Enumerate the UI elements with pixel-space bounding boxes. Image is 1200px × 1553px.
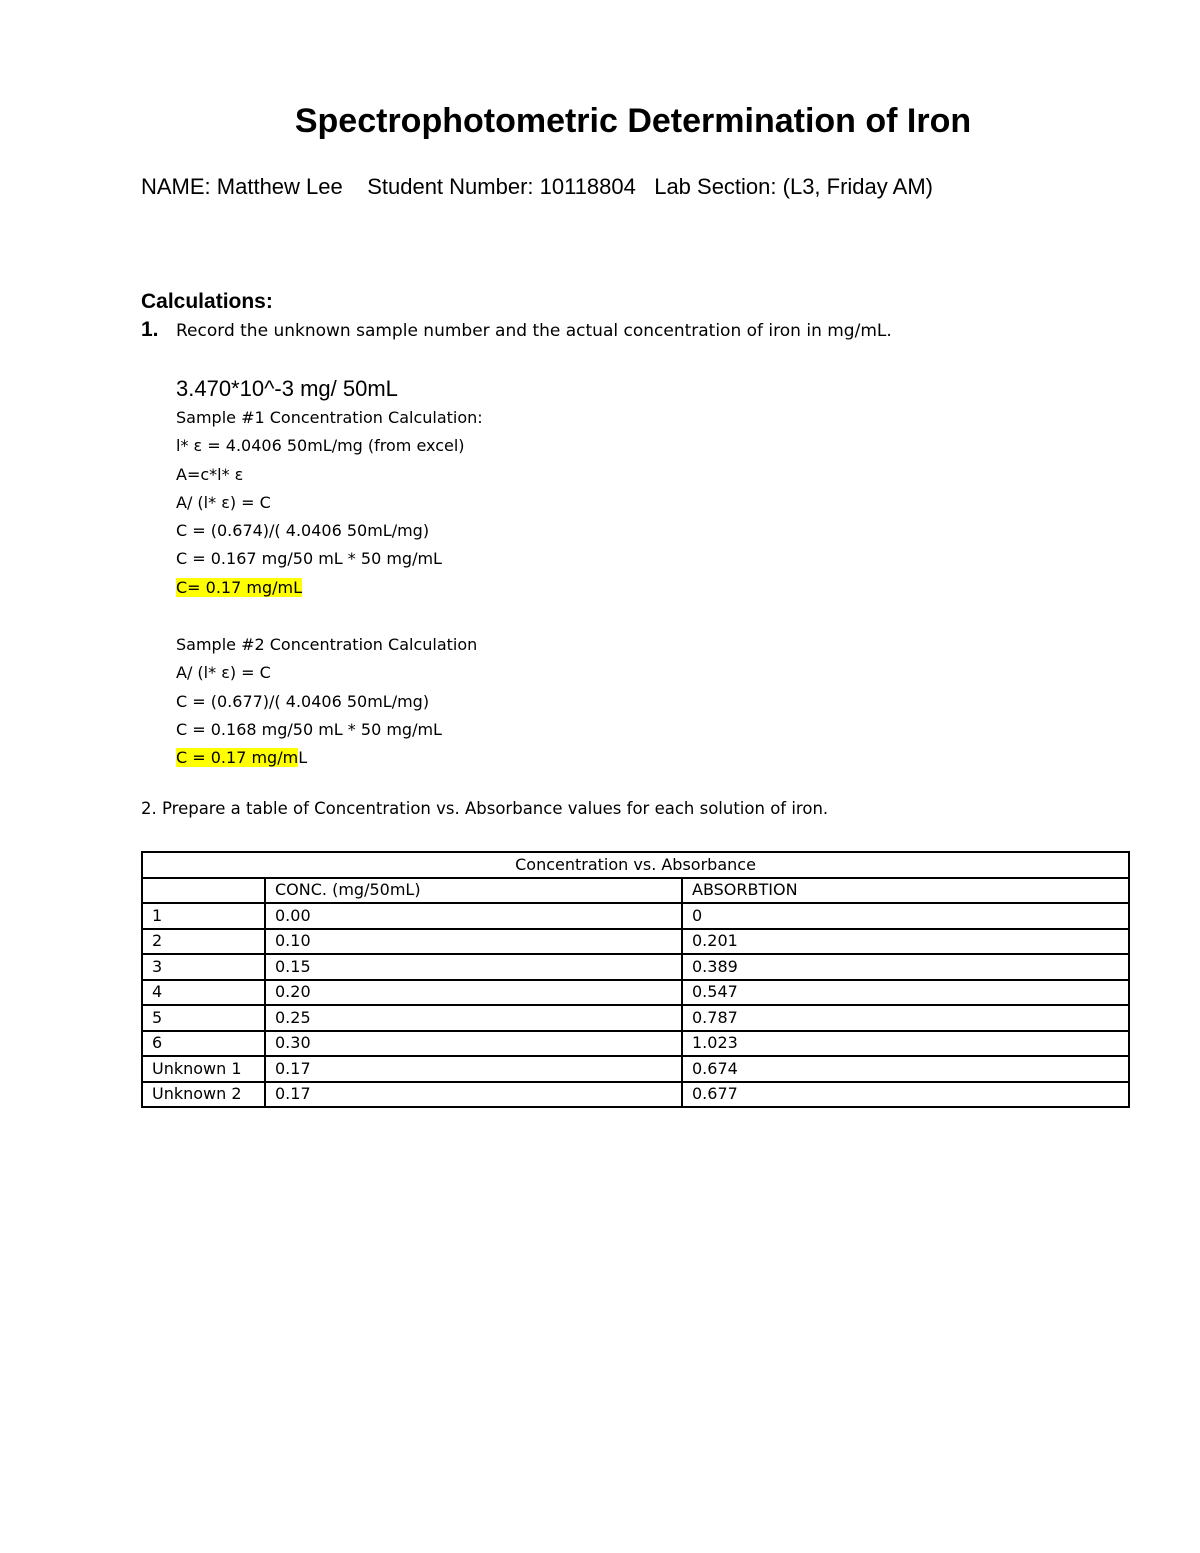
table-header-cell: ABSORBTION (682, 878, 1129, 904)
sample-1-rearranged: A/ (l* ε) = C (176, 493, 271, 512)
table-cell: 1 (142, 903, 265, 929)
sample-2-rearranged: A/ (l* ε) = C (176, 663, 271, 682)
question-2: 2. Prepare a table of Concentration vs. Absorbance values for each solution of iron. (141, 799, 829, 818)
table-row (142, 1031, 1129, 1057)
table-cell: 0.201 (682, 929, 1129, 955)
table-cell: 1.023 (682, 1031, 1129, 1057)
table-row (142, 1005, 1129, 1031)
table-cell: 0.10 (265, 929, 682, 955)
table-cell: 0.787 (682, 1005, 1129, 1031)
sample-1-heading: Sample #1 Concentration Calculation: (176, 408, 483, 427)
concentration-absorbance-table (141, 851, 1130, 1108)
sample-2-conversion: C = 0.168 mg/50 mL * 50 mg/mL (176, 720, 442, 739)
question-1-number: 1. (141, 318, 159, 341)
table-cell: Unknown 2 (142, 1082, 265, 1108)
sample-1-conversion: C = 0.167 mg/50 mL * 50 mg/mL (176, 549, 442, 568)
calculations-heading: Calculations: (141, 290, 273, 313)
table-body (142, 852, 1129, 1107)
table-cell: 0.17 (265, 1056, 682, 1082)
table-row (142, 980, 1129, 1006)
table-header-cell (142, 878, 265, 904)
table-cell: 0 (682, 903, 1129, 929)
table-cell: 0.15 (265, 954, 682, 980)
concentration-line: 3.470*10^-3 mg/ 50mL (176, 376, 398, 401)
table-cell: 0.674 (682, 1056, 1129, 1082)
table-caption: Concentration vs. Absorbance (142, 852, 1129, 878)
sample-1-result (176, 576, 302, 600)
sample-2-result-tail: L (298, 748, 308, 767)
table-cell: 0.547 (682, 980, 1129, 1006)
table-cell: 3 (142, 954, 265, 980)
table-cell: 0.25 (265, 1005, 682, 1031)
table-cell: 0.00 (265, 903, 682, 929)
table-cell: 0.677 (682, 1082, 1129, 1108)
sample-2-heading: Sample #2 Concentration Calculation (176, 635, 478, 654)
sample-2-result-highlight: C = 0.17 mg/m (176, 748, 299, 767)
table-cell: 6 (142, 1031, 265, 1057)
table-row (142, 1082, 1129, 1108)
table-row (142, 929, 1129, 955)
sample-2-substitution: C = (0.677)/( 4.0406 50mL/mg) (176, 692, 430, 711)
table-cell: 0.30 (265, 1031, 682, 1057)
table-row (142, 1056, 1129, 1082)
table-caption-row (142, 852, 1129, 878)
table-cell: 5 (142, 1005, 265, 1031)
table-cell: 4 (142, 980, 265, 1006)
sample-1-substitution: C = (0.674)/( 4.0406 50mL/mg) (176, 521, 430, 540)
table-row (142, 903, 1129, 929)
question-1 (141, 317, 892, 344)
table-cell: 0.20 (265, 980, 682, 1006)
sample-1-formula: A=c*l* ε (176, 465, 244, 484)
table-cell: 2 (142, 929, 265, 955)
sample-1-result-highlight: C= 0.17 mg/mL (176, 578, 303, 597)
table-cell: 0.389 (682, 954, 1129, 980)
table-header-cell: CONC. (mg/50mL) (265, 878, 682, 904)
table-row (142, 954, 1129, 980)
sample-2-result (176, 746, 307, 770)
table-cell: 0.17 (265, 1082, 682, 1108)
table-header-row (142, 878, 1129, 904)
table-cell: Unknown 1 (142, 1056, 265, 1082)
question-1-text: Record the unknown sample number and the actual concentration of iron in mg/mL. (176, 321, 892, 341)
sample-1-l-epsilon: l* ε = 4.0406 50mL/mg (from excel) (176, 436, 465, 455)
student-info-line: NAME: Matthew Lee Student Number: 10118804 Lab Section: (L3, Friday AM) (141, 174, 933, 199)
document-title: Spectrophotometric Determination of Iron (294, 102, 972, 140)
